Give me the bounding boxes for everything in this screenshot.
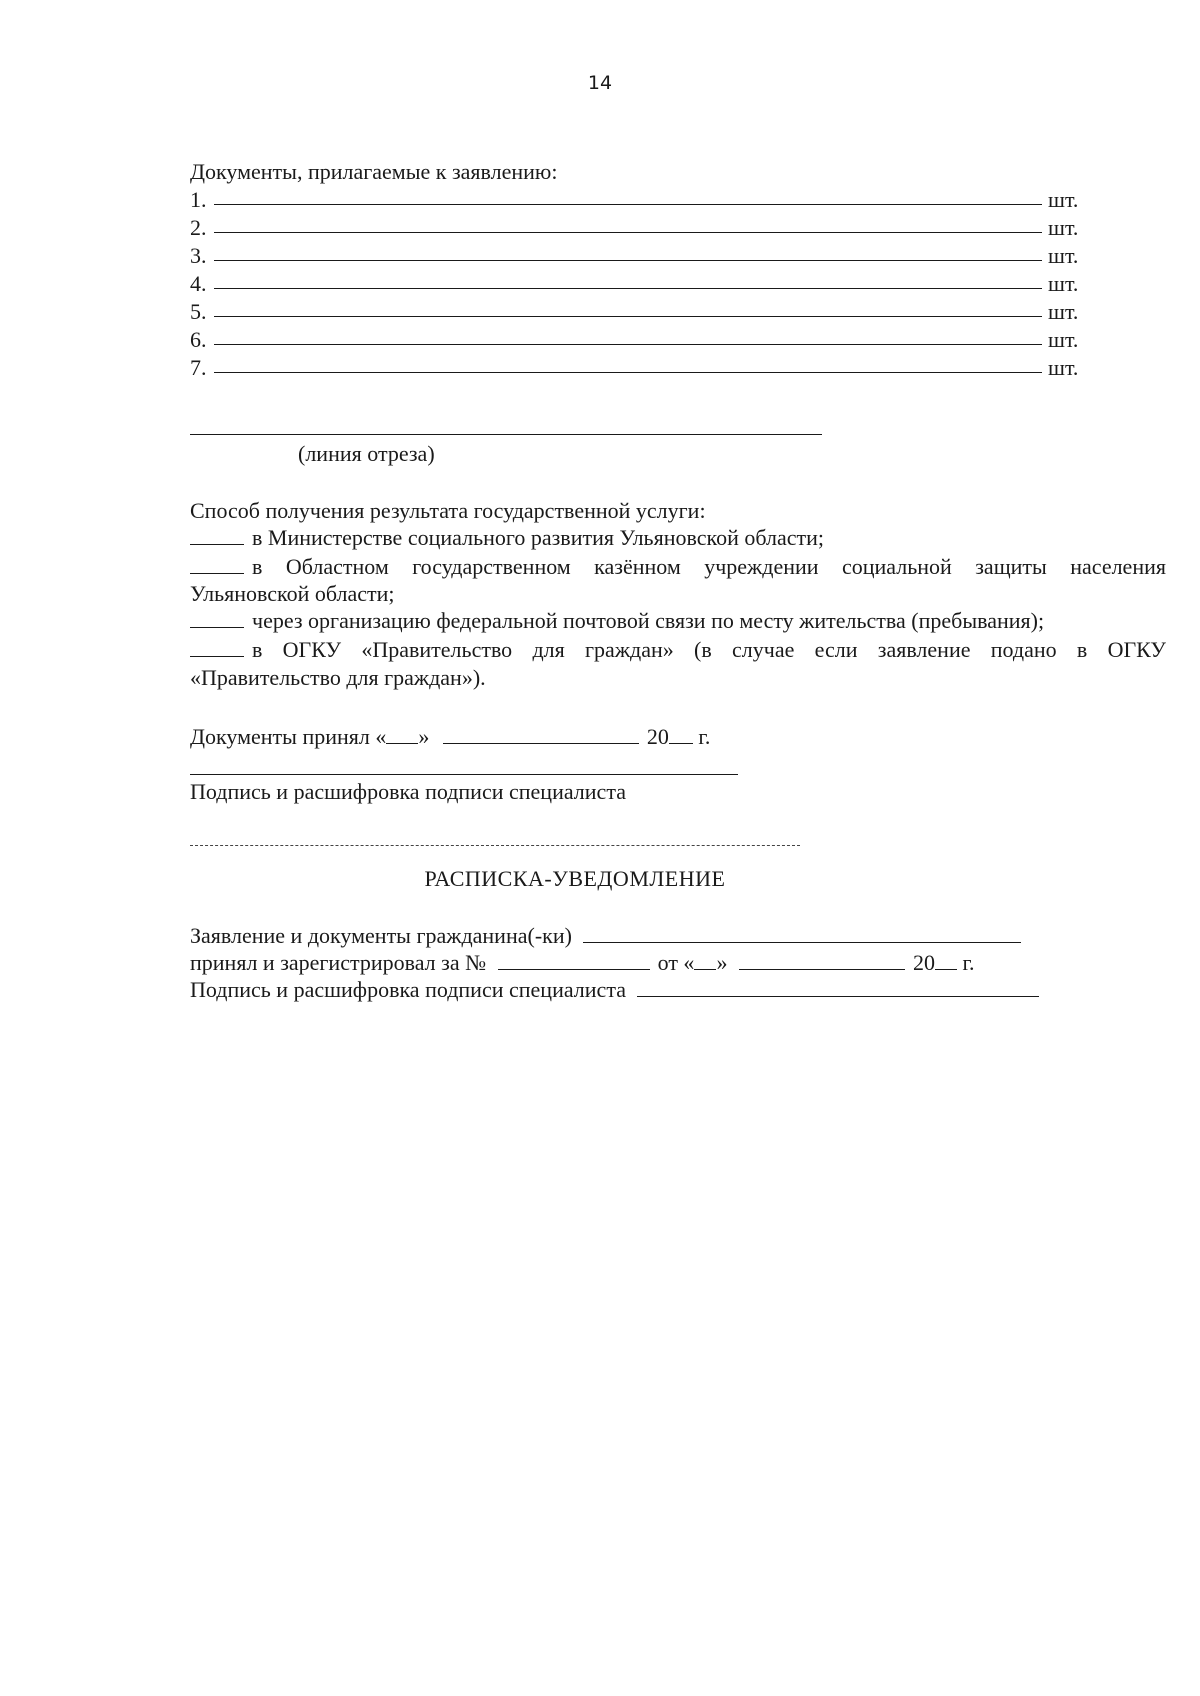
registration-number-blank[interactable] — [498, 951, 650, 970]
option-label: в Министерстве социального развития Ульяновской области; — [252, 525, 824, 550]
day-blank[interactable] — [386, 725, 418, 744]
attachment-blank-line[interactable] — [214, 260, 1042, 261]
attachment-number: 6. — [190, 327, 207, 352]
attachment-unit: шт. — [1048, 299, 1079, 324]
year-blank[interactable] — [935, 951, 957, 970]
signature-caption: Подпись и расшифровка подписи специалиста — [190, 779, 626, 804]
option-mark-blank[interactable] — [190, 555, 244, 574]
month-blank[interactable] — [739, 951, 905, 970]
option-mark-blank[interactable] — [190, 526, 244, 545]
cut-line — [190, 434, 822, 435]
attachment-blank-line[interactable] — [214, 316, 1042, 317]
option-label: через организацию федеральной почтовой связи по месту жительства (пребывания); — [252, 608, 1045, 633]
delivery-option-ministry — [190, 524, 824, 552]
attachment-unit: шт. — [1048, 215, 1079, 240]
month-blank[interactable] — [443, 725, 639, 744]
dashed-separator — [190, 845, 800, 846]
cut-line-caption: (линия отреза) — [298, 441, 435, 466]
accepted-label: Документы принял « — [190, 724, 387, 749]
attachment-unit: шт. — [1048, 327, 1079, 352]
receipt-line-signature — [190, 976, 1039, 1004]
year-blank[interactable] — [669, 725, 693, 744]
attachment-blank-line[interactable] — [214, 288, 1042, 289]
delivery-option-government-for-citizens — [190, 636, 1166, 664]
signature-blank[interactable] — [637, 978, 1039, 997]
attachment-unit: шт. — [1048, 355, 1079, 380]
quote-close: » — [716, 950, 728, 975]
attachment-unit: шт. — [1048, 187, 1079, 212]
receipt-label: Заявление и документы гражданина(-ки) — [190, 923, 572, 948]
option-label-continued: Ульяновской области; — [190, 581, 395, 606]
attachment-blank-line[interactable] — [214, 204, 1042, 205]
quote-close: » — [418, 724, 430, 749]
attachment-number: 4. — [190, 271, 207, 296]
attachment-number: 2. — [190, 215, 207, 240]
receipt-label: Подпись и расшифровка подписи специалиста — [190, 977, 626, 1002]
from-label: от « — [657, 950, 695, 975]
option-label: в Областном государственном казённом учреждении социальной защиты населения — [252, 554, 1166, 579]
year-suffix: г. — [698, 724, 711, 749]
option-mark-blank[interactable] — [190, 638, 244, 657]
attachment-blank-line[interactable] — [214, 232, 1042, 233]
day-blank[interactable] — [694, 951, 716, 970]
page-number: 14 — [587, 72, 613, 94]
attachment-unit: шт. — [1048, 243, 1079, 268]
option-mark-blank[interactable] — [190, 609, 244, 628]
receipt-label: принял и зарегистрировал за № — [190, 950, 487, 975]
attachments-heading: Документы, прилагаемые к заявлению: — [190, 159, 558, 184]
receipt-title: РАСПИСКА-УВЕДОМЛЕНИЕ — [424, 866, 726, 891]
attachment-blank-line[interactable] — [214, 344, 1042, 345]
attachment-number: 1. — [190, 187, 207, 212]
option-label: в ОГКУ «Правительство для граждан» (в случае если заявление подано в ОГКУ — [252, 637, 1166, 662]
attachment-number: 5. — [190, 299, 207, 324]
receipt-line-applicant — [190, 922, 1021, 950]
applicant-name-blank[interactable] — [583, 924, 1021, 943]
option-label-continued: «Правительство для граждан»). — [190, 665, 486, 690]
attachment-number: 7. — [190, 355, 207, 380]
year-prefix: 20 — [646, 724, 669, 749]
delivery-option-post — [190, 607, 1044, 635]
delivery-heading: Способ получения результата государственной услуги: — [190, 498, 706, 523]
receipt-line-registration — [190, 949, 974, 977]
delivery-option-ogku-social — [190, 553, 1166, 581]
year-suffix: г. — [962, 950, 975, 975]
attachment-blank-line[interactable] — [214, 372, 1042, 373]
attachment-unit: шт. — [1048, 271, 1079, 296]
signature-line[interactable] — [190, 774, 738, 775]
documents-accepted-line — [190, 723, 710, 751]
year-prefix: 20 — [912, 950, 935, 975]
attachment-number: 3. — [190, 243, 207, 268]
